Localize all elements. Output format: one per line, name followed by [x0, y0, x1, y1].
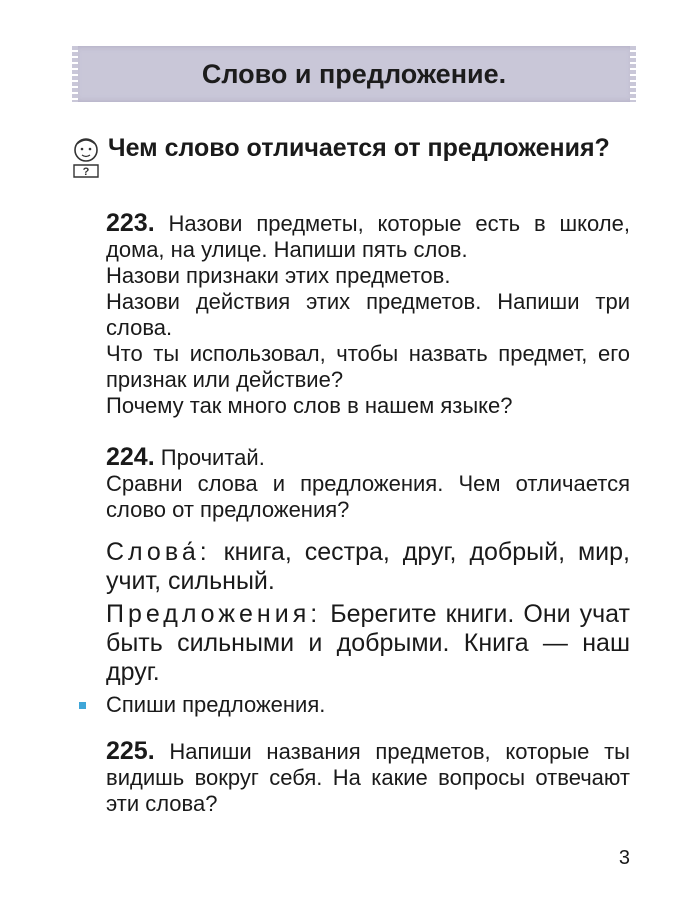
page-title: Слово и предложение. [201, 58, 507, 89]
exercise-text: Прочитай. [160, 445, 265, 470]
svg-text:?: ? [82, 166, 90, 178]
exercise-223 [106, 210, 630, 419]
square-bullet-icon [79, 702, 86, 709]
exercise-text: Что ты использовал, чтобы назвать предмет, его признак или действие? [106, 341, 630, 392]
words-label: Слова́: [106, 538, 211, 566]
exercise-text: Сравни слова и предложения. Чем отличается слово от предложения? [106, 471, 630, 522]
exercise-text: Назови признаки этих предметов. [106, 263, 451, 288]
question-text: Чем слово отличается от предложения? [108, 134, 610, 162]
task-line [106, 692, 630, 718]
exercise-number: 225. [106, 737, 155, 765]
sentences-list: Берегите книги. Они учат быть сильными и добрыми. Книга — наш друг. [106, 600, 630, 686]
exercise-number: 223. [106, 209, 155, 237]
exercise-224 [106, 444, 630, 523]
thinking-child-icon [68, 135, 104, 183]
sentences-label: Предложения: [106, 600, 322, 628]
key-question [68, 133, 628, 178]
exercise-225 [106, 738, 630, 817]
page-number: 3 [618, 847, 630, 869]
exercise-text: Назови предметы, которые есть в школе, дома, на улице. Напиши пять слов. [106, 211, 630, 262]
exercise-text: Назови действия этих предметов. Напиши три слова. [106, 289, 630, 340]
exercise-number: 224. [106, 443, 155, 471]
title-banner [75, 46, 633, 102]
exercise-text: Почему так много слов в нашем языке? [106, 393, 513, 418]
exercise-text: Напиши названия предметов, которые ты видишь вокруг себя. На какие вопросы отвечают эти слова? [106, 739, 630, 816]
task-text: Спиши предложения. [106, 692, 326, 717]
examples-block [106, 538, 630, 687]
words-list: книга, сестра, друг, добрый, мир, учит, сильный. [106, 538, 630, 595]
